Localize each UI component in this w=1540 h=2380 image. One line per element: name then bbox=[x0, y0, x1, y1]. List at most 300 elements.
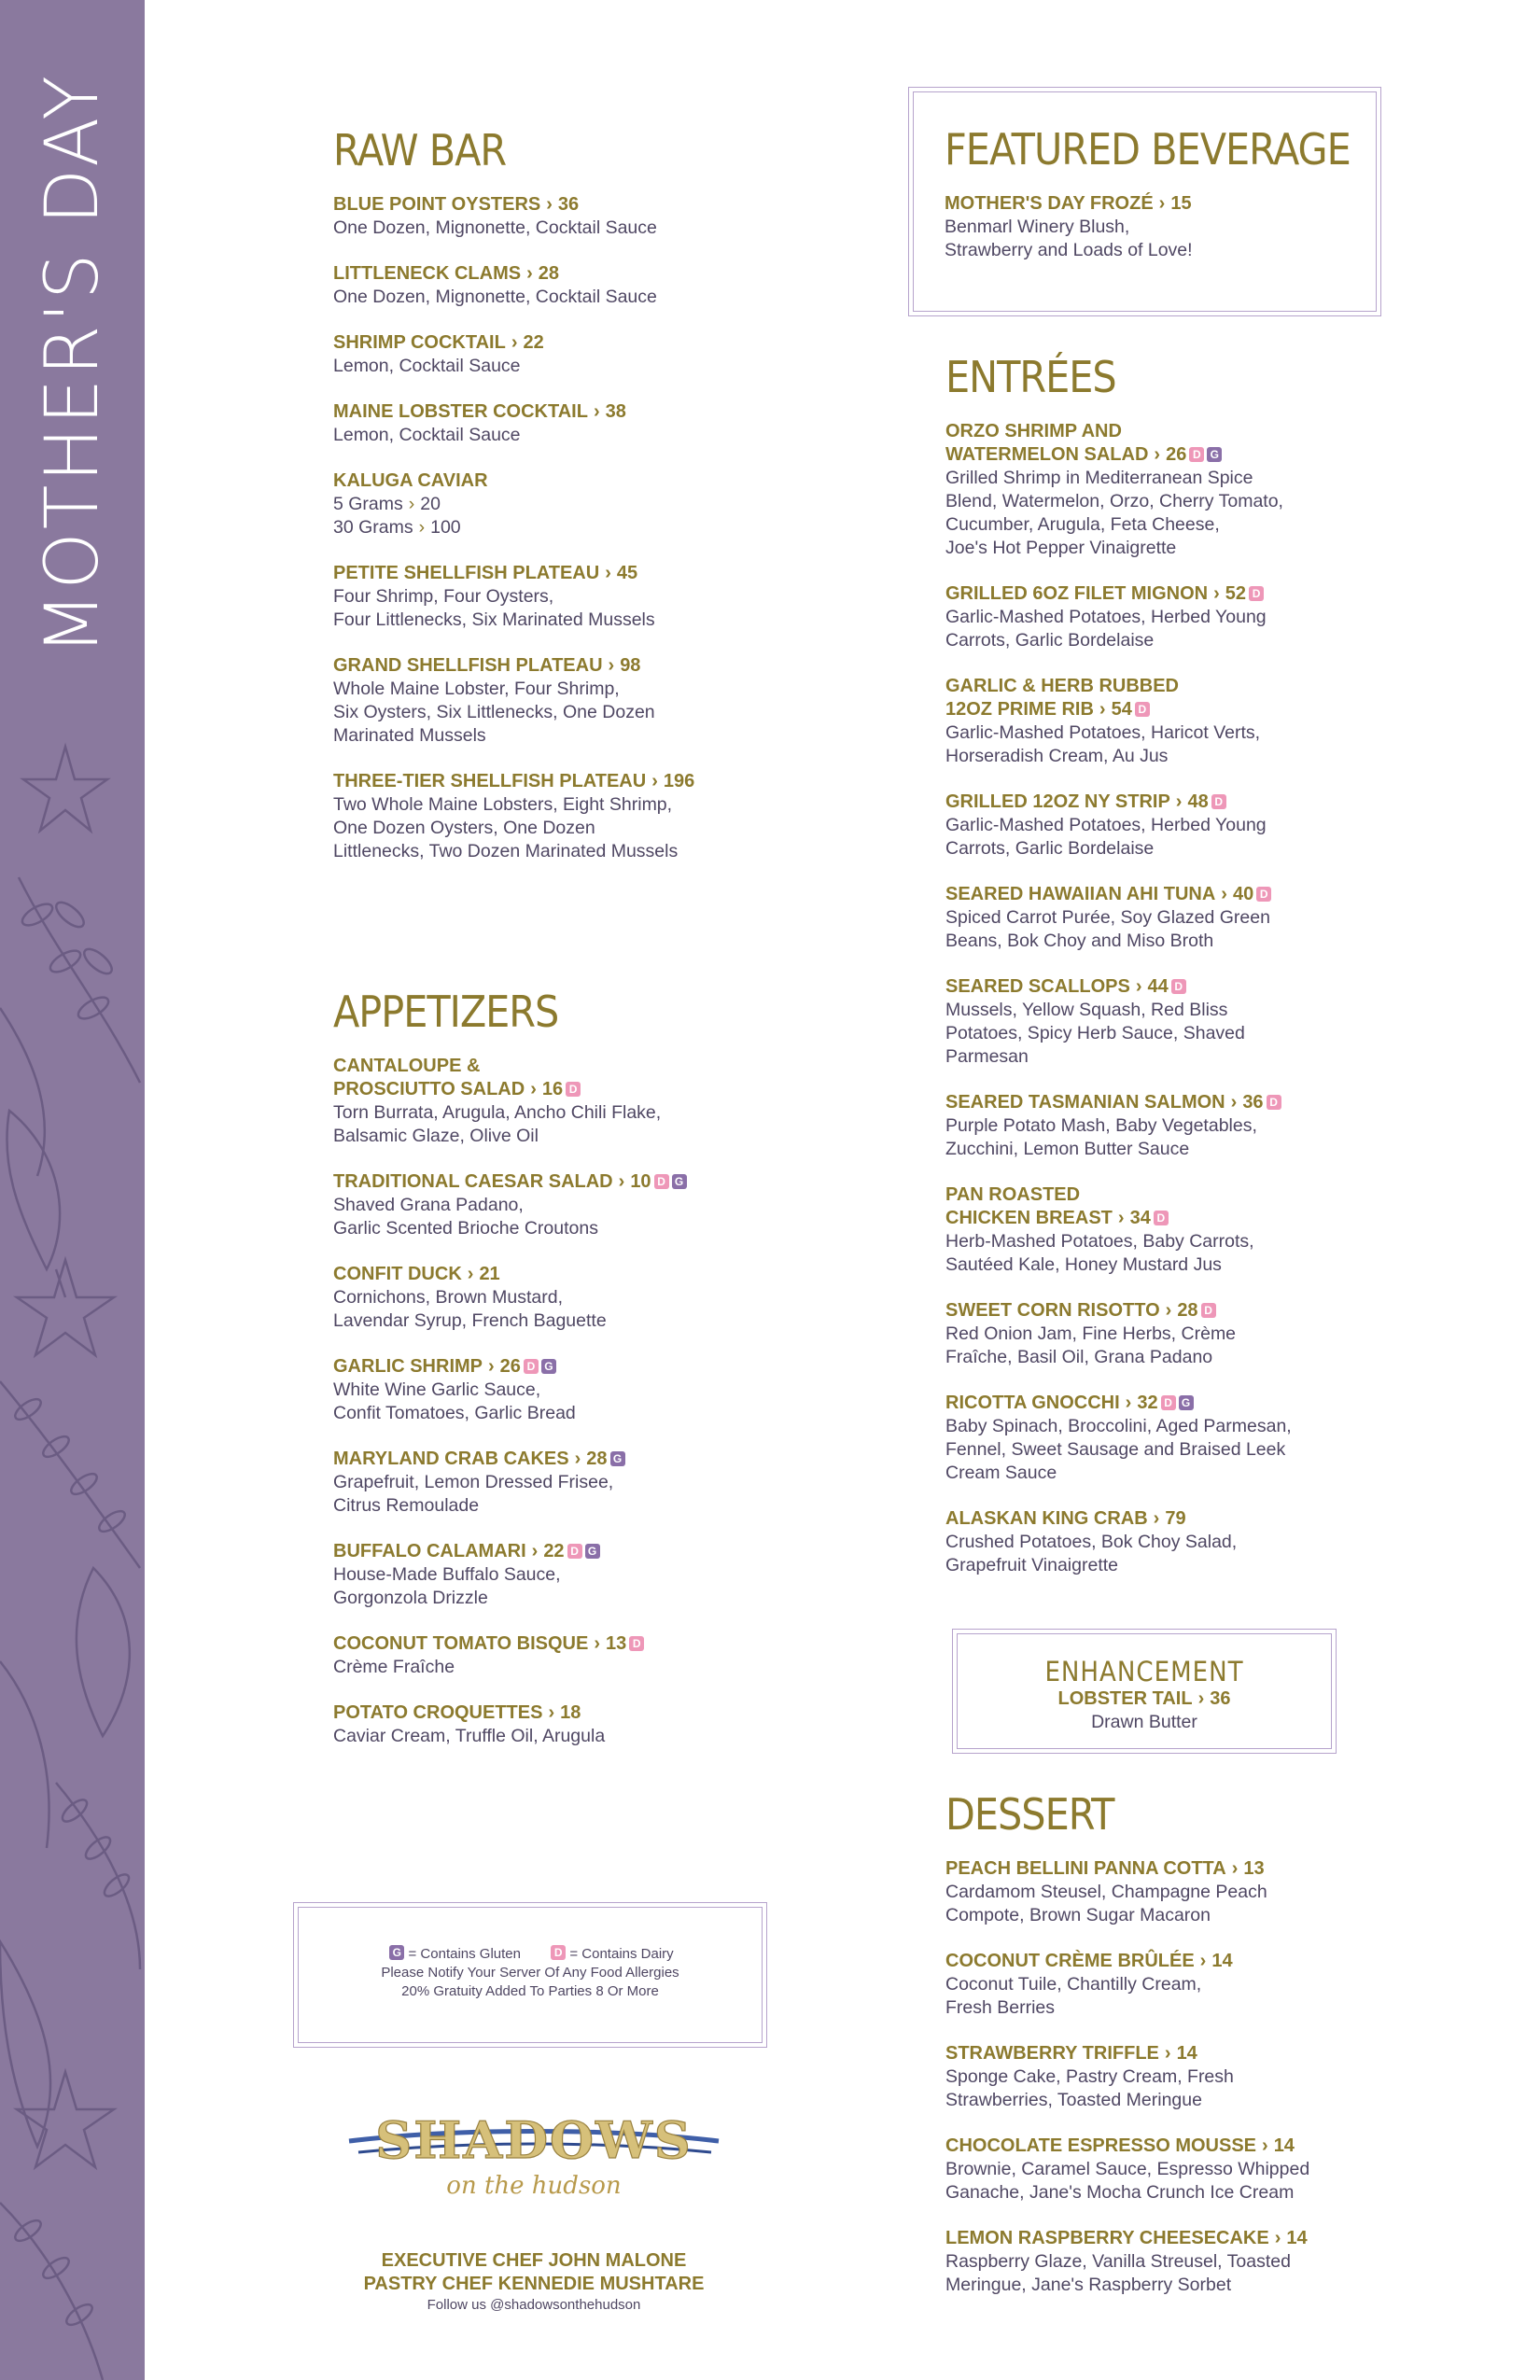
item-description: Confit Tomatoes, Garlic Bread bbox=[333, 1403, 576, 1423]
price-separator: › bbox=[467, 1264, 474, 1284]
item-name-line bbox=[945, 1507, 1356, 1531]
item-name-text: THREE-TIER SHELLFISH PLATEAU bbox=[333, 771, 647, 791]
entree-items bbox=[945, 420, 1356, 1577]
dairy-badge: D bbox=[654, 1174, 669, 1189]
item-name-line bbox=[333, 1701, 744, 1725]
item-description: White Wine Garlic Sauce, bbox=[333, 1379, 541, 1400]
menu-item bbox=[945, 975, 1356, 1069]
item-name-line bbox=[945, 698, 1356, 721]
dairy-badge: D bbox=[566, 1082, 581, 1097]
featured-beverage-box bbox=[908, 87, 1381, 316]
price-separator: › bbox=[1175, 791, 1183, 812]
option-price: 100 bbox=[430, 517, 461, 538]
item-description: Caviar Cream, Truffle Oil, Arugula bbox=[333, 1726, 606, 1746]
item-name-line bbox=[945, 420, 1356, 443]
credits bbox=[301, 2249, 767, 2315]
item-description: Lemon, Cocktail Sauce bbox=[333, 356, 521, 376]
price-separator: › bbox=[408, 494, 415, 514]
item-name-text: BLUE POINT OYSTERS bbox=[333, 194, 541, 215]
item-price: 14 bbox=[1211, 1951, 1233, 1971]
price-separator: › bbox=[618, 1171, 625, 1192]
item-description: Horseradish Cream, Au Jus bbox=[945, 746, 1169, 766]
item-description: Garlic Scented Brioche Croutons bbox=[333, 1218, 598, 1239]
price-separator: › bbox=[1274, 2228, 1281, 2248]
item-price: 52 bbox=[1225, 583, 1247, 604]
menu-item bbox=[333, 1540, 744, 1610]
item-name-text: TRADITIONAL CAESAR SALAD bbox=[333, 1171, 613, 1192]
item-name-line bbox=[945, 1207, 1356, 1230]
dessert-items bbox=[945, 1857, 1356, 2297]
logo-main-text: SHADOWS bbox=[375, 2110, 693, 2170]
item-description: Four Shrimp, Four Oysters, bbox=[333, 586, 554, 607]
entrees-title: ENTRÉES bbox=[945, 352, 1116, 402]
item-name-line bbox=[333, 1263, 744, 1286]
item-name-text: GARLIC & HERB RUBBED bbox=[945, 676, 1179, 696]
item-price: 28 bbox=[1177, 1300, 1198, 1321]
menu-item bbox=[945, 2227, 1356, 2297]
item-description: Cornichons, Brown Mustard, bbox=[333, 1287, 564, 1308]
dessert-section bbox=[945, 1790, 1356, 2319]
item-description: Fennel, Sweet Sausage and Braised Leek bbox=[945, 1439, 1286, 1460]
menu-item bbox=[945, 883, 1356, 953]
item-name-text: GRAND SHELLFISH PLATEAU bbox=[333, 655, 603, 676]
item-name-text: SEARED HAWAIIAN AHI TUNA bbox=[945, 884, 1216, 904]
dairy-badge: D bbox=[1135, 702, 1150, 717]
price-separator: › bbox=[1197, 1688, 1205, 1709]
item-price: 44 bbox=[1147, 976, 1169, 997]
menu-item bbox=[333, 1448, 744, 1518]
item-name-text: CHICKEN BREAST bbox=[945, 1208, 1113, 1228]
item-description: Sponge Cake, Pastry Cream, Fresh bbox=[945, 2066, 1234, 2087]
item-name-line bbox=[945, 883, 1356, 906]
item-description: Littlenecks, Two Dozen Marinated Mussels bbox=[333, 841, 679, 861]
menu-item bbox=[945, 1507, 1356, 1577]
item-price: 98 bbox=[620, 655, 641, 676]
social-follow: Follow us @shadowsonthehudson bbox=[427, 2297, 641, 2313]
menu-item bbox=[945, 791, 1356, 861]
enhancement-desc: Drawn Butter bbox=[1091, 1712, 1197, 1732]
item-name-text: SEARED SCALLOPS bbox=[945, 976, 1130, 997]
item-name-text: 12OZ PRIME RIB bbox=[945, 699, 1094, 720]
item-description: Blend, Watermelon, Orzo, Cherry Tomato, bbox=[945, 491, 1283, 511]
price-separator: › bbox=[548, 1702, 555, 1723]
item-description: Cucumber, Arugula, Feta Cheese, bbox=[945, 514, 1220, 535]
item-name-line bbox=[945, 1857, 1356, 1881]
item-description: One Dozen, Mignonette, Cocktail Sauce bbox=[333, 287, 657, 307]
gluten-badge: G bbox=[1207, 447, 1222, 462]
menu-item bbox=[333, 1170, 744, 1240]
item-price: 14 bbox=[1286, 2228, 1308, 2248]
item-description: Marinated Mussels bbox=[333, 725, 486, 746]
item-price: 34 bbox=[1129, 1208, 1151, 1228]
item-price: 38 bbox=[605, 401, 626, 422]
price-separator: › bbox=[1165, 1300, 1172, 1321]
item-name-text: SEARED TASMANIAN SALMON bbox=[945, 1092, 1225, 1113]
item-description: Two Whole Maine Lobsters, Eight Shrimp, bbox=[333, 794, 673, 815]
price-separator: › bbox=[593, 401, 600, 422]
item-description: Grilled Shrimp in Mediterranean Spice bbox=[945, 468, 1253, 488]
item-description: Parmesan bbox=[945, 1046, 1029, 1067]
price-separator: › bbox=[1153, 1508, 1160, 1529]
item-description: Baby Spinach, Broccolini, Aged Parmesan, bbox=[945, 1416, 1292, 1436]
item-price: 22 bbox=[543, 1541, 565, 1561]
item-description: Crushed Potatoes, Bok Choy Salad, bbox=[945, 1532, 1238, 1552]
item-description: Lemon, Cocktail Sauce bbox=[333, 425, 521, 445]
item-name-text: LITTLENECK CLAMS bbox=[333, 263, 522, 284]
dairy-badge: D bbox=[1256, 887, 1271, 902]
price-separator: › bbox=[1262, 2135, 1268, 2156]
item-name-line bbox=[945, 1183, 1356, 1207]
item-name-line bbox=[333, 770, 744, 793]
price-separator: › bbox=[488, 1356, 495, 1377]
item-description: One Dozen, Mignonette, Cocktail Sauce bbox=[333, 217, 657, 238]
item-price: 32 bbox=[1137, 1393, 1158, 1413]
appetizers-title: APPETIZERS bbox=[333, 987, 559, 1037]
price-separator: › bbox=[530, 1079, 537, 1099]
item-price: 16 bbox=[541, 1079, 564, 1099]
enhancement-price: 36 bbox=[1210, 1688, 1231, 1709]
dairy-badge: D bbox=[1154, 1211, 1169, 1225]
item-name-line bbox=[945, 1091, 1356, 1114]
enhancement-box bbox=[952, 1629, 1337, 1754]
item-name-line bbox=[945, 2227, 1356, 2250]
item-description: Citrus Remoulade bbox=[333, 1495, 480, 1516]
item-price: 36 bbox=[557, 194, 580, 215]
item-name-text: SHRIMP COCKTAIL bbox=[333, 332, 506, 353]
item-price: 40 bbox=[1232, 884, 1254, 904]
item-description: Coconut Tuile, Chantilly Cream, bbox=[945, 1974, 1202, 1995]
price-separator: › bbox=[1154, 444, 1161, 465]
price-separator: › bbox=[546, 194, 553, 215]
item-name-text: GARLIC SHRIMP bbox=[333, 1356, 483, 1377]
item-name-line bbox=[945, 791, 1356, 814]
enhancement-title: ENHANCEMENT bbox=[1044, 1656, 1244, 1687]
item-name-text: COCONUT CRÈME BRÛLÉE bbox=[945, 1951, 1195, 1971]
item-description: Mussels, Yellow Squash, Red Bliss bbox=[945, 1000, 1228, 1020]
appetizers-section bbox=[333, 987, 744, 1771]
dairy-badge: D bbox=[567, 1544, 582, 1559]
item-price: 45 bbox=[616, 563, 638, 583]
item-description: Spiced Carrot Purée, Soy Glazed Green bbox=[945, 907, 1270, 928]
featured-beverage-name bbox=[945, 192, 1355, 216]
allergy-notice-box bbox=[293, 1902, 767, 2048]
item-name-text: PETITE SHELLFISH PLATEAU bbox=[333, 563, 600, 583]
item-name-text: CANTALOUPE & bbox=[333, 1056, 481, 1076]
featured-price: 15 bbox=[1170, 193, 1192, 214]
featured-beverage-content bbox=[945, 125, 1355, 262]
gluten-legend: = Contains Gluten bbox=[408, 1946, 521, 1962]
item-description: Lavendar Syrup, French Baguette bbox=[333, 1310, 607, 1331]
item-price: 26 bbox=[1166, 444, 1187, 465]
option-price: 20 bbox=[420, 494, 441, 514]
item-price: 14 bbox=[1273, 2135, 1295, 2156]
item-name-text: CHOCOLATE ESPRESSO MOUSSE bbox=[945, 2135, 1257, 2156]
item-description: Four Littlenecks, Six Marinated Mussels bbox=[333, 609, 655, 630]
item-name-text: COCONUT TOMATO BISQUE bbox=[333, 1633, 589, 1654]
item-price: 13 bbox=[606, 1633, 627, 1654]
item-name-text: STRAWBERRY TRIFFLE bbox=[945, 2043, 1159, 2064]
item-name-line bbox=[333, 1632, 744, 1656]
item-name-text: MAINE LOBSTER COCKTAIL bbox=[333, 401, 588, 422]
logo-sub-text: on the hudson bbox=[446, 2172, 622, 2200]
floral-pattern bbox=[0, 728, 145, 2380]
shadows-logo bbox=[347, 2100, 721, 2203]
menu-item bbox=[945, 1857, 1356, 1927]
gluten-badge: G bbox=[610, 1451, 625, 1466]
item-description: Beans, Bok Choy and Miso Broth bbox=[945, 931, 1214, 951]
item-name-text: ORZO SHRIMP AND bbox=[945, 421, 1122, 441]
option-label: 5 Grams bbox=[333, 494, 403, 514]
item-description: Gorgonzola Drizzle bbox=[333, 1588, 488, 1608]
price-separator: › bbox=[1213, 583, 1220, 604]
item-description: Garlic-Mashed Potatoes, Herbed Young bbox=[945, 607, 1267, 627]
item-description: Cardamom Steusel, Champagne Peach bbox=[945, 1882, 1267, 1902]
item-description: Potatoes, Spicy Herb Sauce, Shaved bbox=[945, 1023, 1245, 1043]
item-price: 28 bbox=[538, 263, 560, 284]
item-price: 14 bbox=[1176, 2043, 1197, 2064]
menu-item bbox=[333, 1632, 744, 1679]
item-name-text: LEMON RASPBERRY CHEESECAKE bbox=[945, 2228, 1269, 2248]
price-separator: › bbox=[651, 771, 658, 791]
menu-item bbox=[945, 582, 1356, 652]
item-description: Carrots, Garlic Bordelaise bbox=[945, 838, 1155, 859]
item-price: 79 bbox=[1165, 1508, 1186, 1529]
price-separator: › bbox=[1125, 1393, 1132, 1413]
sidebar bbox=[0, 0, 145, 2380]
item-price: 54 bbox=[1111, 699, 1132, 720]
item-description: Herb-Mashed Potatoes, Baby Carrots, bbox=[945, 1231, 1254, 1252]
pastry-chef: PASTRY CHEF KENNEDIE MUSHTARE bbox=[363, 2274, 705, 2294]
raw-bar-items bbox=[333, 193, 744, 863]
item-description: Carrots, Garlic Bordelaise bbox=[945, 630, 1155, 651]
item-price: 48 bbox=[1187, 791, 1209, 812]
item-name-text: MARYLAND CRAB CAKES bbox=[333, 1449, 569, 1469]
sidebar-title: MOTHER'S DAY bbox=[31, 73, 115, 655]
appetizer-items bbox=[333, 1055, 744, 1748]
item-name-line bbox=[333, 1355, 744, 1379]
dairy-badge: D bbox=[629, 1636, 644, 1651]
item-description: Torn Burrata, Arugula, Ancho Chili Flake, bbox=[333, 1102, 662, 1123]
menu-item bbox=[333, 1701, 744, 1748]
menu-item bbox=[333, 770, 744, 863]
price-separator: › bbox=[1158, 193, 1166, 214]
price-separator: › bbox=[1231, 1858, 1239, 1879]
item-name-text: POTATO CROQUETTES bbox=[333, 1702, 543, 1723]
dessert-title: DESSERT bbox=[945, 1789, 1114, 1840]
menu-item bbox=[333, 562, 744, 632]
enhancement-name: LOBSTER TAIL bbox=[1057, 1688, 1193, 1709]
price-separator: › bbox=[1221, 884, 1227, 904]
menu-item bbox=[333, 654, 744, 748]
dairy-badge: D bbox=[1161, 1395, 1176, 1410]
item-name-line bbox=[333, 400, 744, 424]
item-name-line bbox=[945, 2042, 1356, 2065]
item-description: Strawberries, Toasted Meringue bbox=[945, 2090, 1202, 2110]
item-price: 196 bbox=[663, 771, 695, 791]
price-separator: › bbox=[594, 1633, 601, 1654]
item-description: Meringue, Jane's Raspberry Sorbet bbox=[945, 2275, 1232, 2295]
allergy-notice-text bbox=[294, 1945, 766, 2001]
menu-item bbox=[333, 469, 744, 539]
item-description: Grapefruit Vinaigrette bbox=[945, 1555, 1118, 1575]
menu-item bbox=[945, 2042, 1356, 2112]
item-name-line bbox=[333, 654, 744, 678]
dairy-badge: D bbox=[1267, 1095, 1281, 1110]
item-name-text: KALUGA CAVIAR bbox=[333, 470, 488, 491]
dairy-badge: D bbox=[1211, 794, 1226, 809]
menu-item bbox=[945, 1299, 1356, 1369]
price-separator: › bbox=[526, 263, 533, 284]
item-name-text: GRILLED 6OZ FILET MIGNON bbox=[945, 583, 1209, 604]
price-separator: › bbox=[1099, 699, 1106, 720]
item-name-text: PAN ROASTED bbox=[945, 1184, 1081, 1205]
item-name-line bbox=[333, 1170, 744, 1194]
price-separator: › bbox=[1164, 2043, 1171, 2064]
raw-bar-title: RAW BAR bbox=[333, 125, 507, 175]
menu-item bbox=[333, 1055, 744, 1148]
item-name-line bbox=[945, 675, 1356, 698]
item-description: Compote, Brown Sugar Macaron bbox=[945, 1905, 1211, 1925]
item-name-line bbox=[333, 1078, 744, 1101]
item-description: Crème Fraîche bbox=[333, 1657, 455, 1677]
dairy-badge: D bbox=[1171, 979, 1186, 994]
item-price: 13 bbox=[1243, 1858, 1265, 1879]
price-separator: › bbox=[531, 1541, 539, 1561]
item-name-line bbox=[945, 1392, 1356, 1415]
badge-legend bbox=[294, 1945, 766, 1964]
item-description: Raspberry Glaze, Vanilla Streusel, Toasted bbox=[945, 2251, 1291, 2272]
price-separator: › bbox=[608, 655, 615, 676]
menu-item bbox=[945, 1091, 1356, 1161]
item-description: Joe's Hot Pepper Vinaigrette bbox=[945, 538, 1177, 558]
item-name-text: CONFIT DUCK bbox=[333, 1264, 462, 1284]
price-separator: › bbox=[1230, 1092, 1238, 1113]
gluten-badge: G bbox=[672, 1174, 687, 1189]
item-name-line bbox=[945, 2135, 1356, 2158]
menu-item bbox=[333, 331, 744, 378]
menu-item bbox=[945, 420, 1356, 560]
enhancement-item bbox=[953, 1687, 1336, 1711]
item-name-line bbox=[333, 331, 744, 355]
dairy-legend: = Contains Dairy bbox=[569, 1946, 674, 1962]
item-price: 18 bbox=[560, 1702, 581, 1723]
item-price: 21 bbox=[479, 1264, 500, 1284]
enhancement-content bbox=[953, 1656, 1336, 1734]
gluten-badge: G bbox=[585, 1544, 600, 1559]
item-name-line bbox=[945, 975, 1356, 999]
price-separator: › bbox=[1117, 1208, 1125, 1228]
menu-item bbox=[945, 1950, 1356, 2020]
menu-item bbox=[333, 193, 744, 240]
item-price: 36 bbox=[1242, 1092, 1264, 1113]
featured-name-text: MOTHER'S DAY FROZÉ bbox=[945, 193, 1154, 214]
item-description: Whole Maine Lobster, Four Shrimp, bbox=[333, 679, 620, 699]
item-name-line bbox=[333, 469, 744, 493]
menu-item bbox=[333, 1355, 744, 1425]
item-price: 22 bbox=[523, 332, 544, 353]
item-name-text: RICOTTA GNOCCHI bbox=[945, 1393, 1120, 1413]
item-description: Brownie, Caramel Sauce, Espresso Whipped bbox=[945, 2159, 1310, 2179]
item-description: Grapefruit, Lemon Dressed Frisee, bbox=[333, 1472, 614, 1492]
dairy-badge: D bbox=[524, 1359, 539, 1374]
allergy-notice: Please Notify Your Server Of Any Food Allergies bbox=[381, 1965, 679, 1981]
featured-desc-2: Strawberry and Loads of Love! bbox=[945, 240, 1193, 260]
gratuity-notice: 20% Gratuity Added To Parties 8 Or More bbox=[401, 1983, 659, 1999]
dairy-badge: D bbox=[1249, 586, 1264, 601]
item-name-line bbox=[333, 562, 744, 585]
item-description: Cream Sauce bbox=[945, 1463, 1057, 1483]
entrees-section bbox=[945, 353, 1356, 1600]
price-separator: › bbox=[511, 332, 518, 353]
item-name-line bbox=[333, 1055, 744, 1078]
price-separator: › bbox=[1199, 1951, 1207, 1971]
menu-item bbox=[945, 1392, 1356, 1485]
shadows-logo-graphic bbox=[347, 2100, 721, 2203]
item-name-text: ALASKAN KING CRAB bbox=[945, 1508, 1148, 1529]
item-name-line bbox=[945, 1950, 1356, 1973]
gluten-badge: G bbox=[1179, 1395, 1194, 1410]
item-name-line bbox=[333, 1540, 744, 1563]
menu-item bbox=[945, 2135, 1356, 2205]
gluten-badge: G bbox=[389, 1945, 404, 1960]
item-description: Shaved Grana Padano, bbox=[333, 1195, 524, 1215]
item-description: Fraîche, Basil Oil, Grana Padano bbox=[945, 1347, 1213, 1367]
option-label: 30 Grams bbox=[333, 517, 413, 538]
item-name-text: SWEET CORN RISOTTO bbox=[945, 1300, 1160, 1321]
item-name-text: PROSCIUTTO SALAD bbox=[333, 1079, 525, 1099]
item-description: House-Made Buffalo Sauce, bbox=[333, 1564, 561, 1585]
item-description: Sautéed Kale, Honey Mustard Jus bbox=[945, 1254, 1222, 1275]
menu-item bbox=[945, 1183, 1356, 1277]
price-separator: › bbox=[605, 563, 611, 583]
menu-item bbox=[333, 400, 744, 447]
item-price: 26 bbox=[499, 1356, 521, 1377]
item-description: Garlic-Mashed Potatoes, Herbed Young bbox=[945, 815, 1267, 835]
item-price: 10 bbox=[630, 1171, 651, 1192]
item-option bbox=[333, 516, 744, 539]
menu-item bbox=[333, 262, 744, 309]
item-price: 28 bbox=[586, 1449, 608, 1469]
item-description: Zucchini, Lemon Butter Sauce bbox=[945, 1139, 1190, 1159]
price-separator: › bbox=[574, 1449, 581, 1469]
executive-chef: EXECUTIVE CHEF JOHN MALONE bbox=[381, 2250, 687, 2271]
raw-bar-section bbox=[333, 126, 744, 886]
item-description: Six Oysters, Six Littlenecks, One Dozen bbox=[333, 702, 655, 722]
item-description: Garlic-Mashed Potatoes, Haricot Verts, bbox=[945, 722, 1261, 743]
item-name-line bbox=[945, 443, 1356, 467]
item-name-line bbox=[945, 582, 1356, 606]
featured-beverage-title: FEATURED BEVERAGE bbox=[945, 124, 1351, 175]
dairy-badge: D bbox=[1201, 1303, 1216, 1318]
item-name-line bbox=[945, 1299, 1356, 1323]
item-description: Ganache, Jane's Mocha Crunch Ice Cream bbox=[945, 2182, 1295, 2203]
item-name-line bbox=[333, 193, 744, 217]
dairy-badge: D bbox=[1189, 447, 1204, 462]
item-name-line bbox=[333, 262, 744, 286]
item-option bbox=[333, 493, 744, 516]
featured-desc-1: Benmarl Winery Blush, bbox=[945, 217, 1130, 237]
price-separator: › bbox=[418, 517, 426, 538]
item-name-text: GRILLED 12OZ NY STRIP bbox=[945, 791, 1170, 812]
item-name-text: BUFFALO CALAMARI bbox=[333, 1541, 526, 1561]
item-name-text: WATERMELON SALAD bbox=[945, 444, 1149, 465]
item-description: One Dozen Oysters, One Dozen bbox=[333, 818, 595, 838]
dairy-badge: D bbox=[551, 1945, 566, 1960]
gluten-badge: G bbox=[541, 1359, 556, 1374]
item-name-text: PEACH BELLINI PANNA COTTA bbox=[945, 1858, 1226, 1879]
menu-item bbox=[333, 1263, 744, 1333]
price-separator: › bbox=[1135, 976, 1142, 997]
